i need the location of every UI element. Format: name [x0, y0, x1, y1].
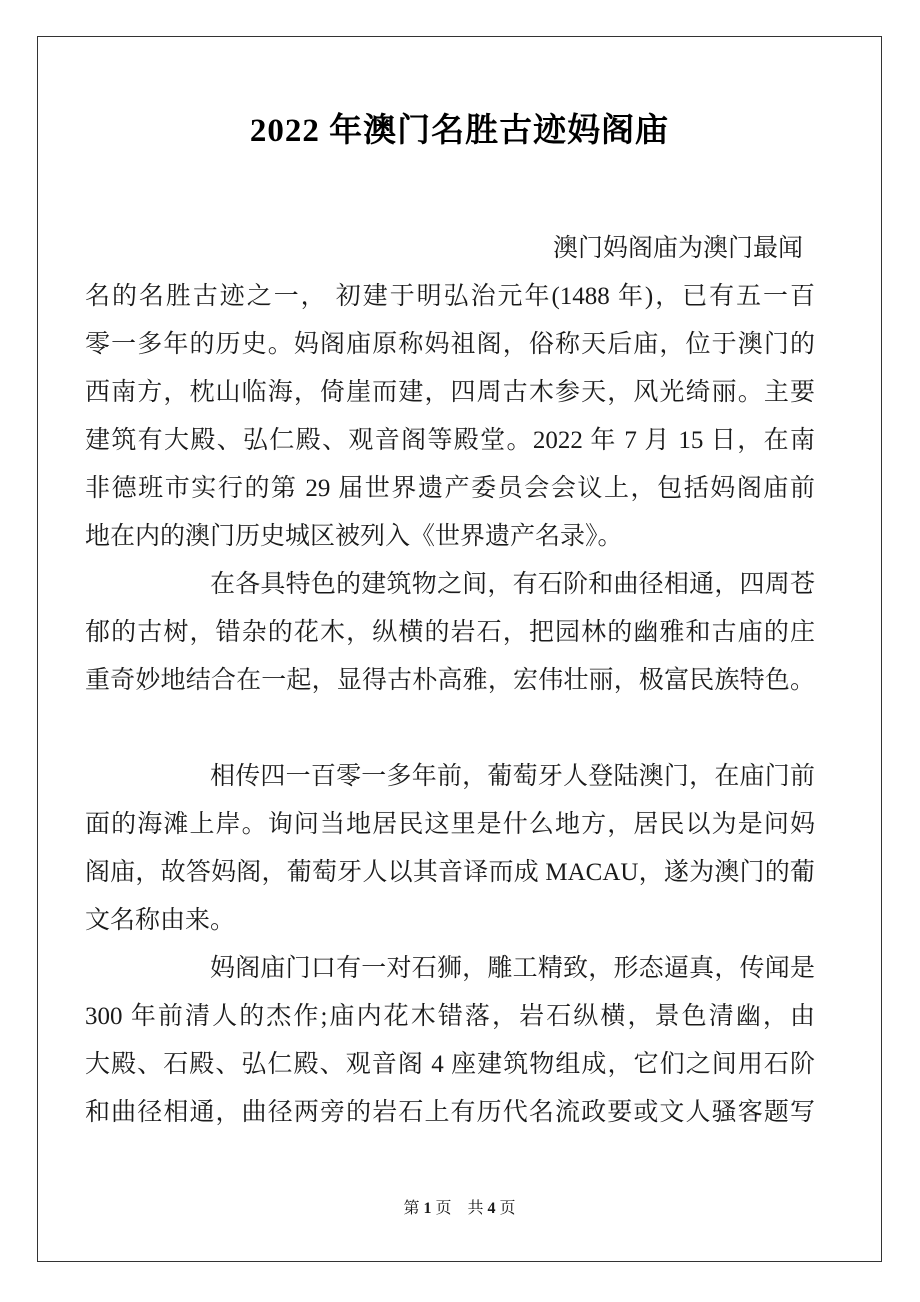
text-line: 零一多年的历史。妈阁庙原称妈祖阁，俗称天后庙，位于澳门的	[85, 331, 815, 358]
text-line: 名的名胜古迹之一， 初建于明弘治元年(1488 年)，已有五一百	[85, 283, 815, 310]
footer-total-prefix: 共	[467, 1200, 484, 1217]
footer-page-suffix: 页	[435, 1200, 452, 1217]
text-line: 在各具特色的建筑物之间，有石阶和曲径相通，四周苍	[210, 571, 815, 598]
text-line: 建筑有大殿、弘仁殿、观音阁等殿堂。2022 年 7 月 15 日，在南	[85, 427, 815, 454]
text-line: 郁的古树，错杂的花木，纵横的岩石，把园林的幽雅和古庙的庄	[85, 619, 815, 646]
text-line: 和曲径相通，曲径两旁的岩石上有历代名流政要或文人骚客题写	[85, 1099, 815, 1126]
text-line: 大殿、石殿、弘仁殿、观音阁 4 座建筑物组成，它们之间用石阶	[85, 1051, 815, 1078]
text-line: 澳门妈阁庙为澳门最闻	[552, 235, 803, 262]
document-title: 2022 年澳门名胜古迹妈阁庙	[249, 113, 670, 149]
footer-page-number: 1	[423, 1200, 432, 1217]
text-line: 地在内的澳门历史城区被列入《世界遗产名录》。	[85, 523, 623, 550]
text-line: 阁庙，故答妈阁，葡萄牙人以其音译而成 MACAU，遂为澳门的葡	[85, 859, 815, 886]
footer-page-prefix: 第	[403, 1200, 420, 1217]
text-line: 文名称由来。	[85, 907, 236, 934]
text-line: 西南方，枕山临海，倚崖而建，四周古木参天，风光绮丽。主要	[85, 379, 815, 406]
blank-line	[85, 705, 815, 753]
footer-total-number: 4	[487, 1200, 496, 1217]
page-footer	[37, 1198, 882, 1220]
footer-total-suffix: 页	[499, 1200, 516, 1217]
text-line: 300 年前清人的杰作;庙内花木错落，岩石纵横，景色清幽，由	[85, 1003, 815, 1030]
document-body	[85, 225, 815, 1137]
text-line: 相传四一百零一多年前，葡萄牙人登陆澳门，在庙门前	[210, 763, 815, 790]
text-line: 非德班市实行的第 29 届世界遗产委员会会议上，包括妈阁庙前	[85, 475, 815, 502]
text-line: 妈阁庙门口有一对石狮，雕工精致，形态逼真，传闻是	[210, 955, 815, 982]
text-line: 重奇妙地结合在一起，显得古朴高雅，宏伟壮丽，极富民族特色。	[85, 667, 815, 694]
text-line: 面的海滩上岸。询问当地居民这里是什么地方，居民以为是问妈	[85, 811, 815, 838]
